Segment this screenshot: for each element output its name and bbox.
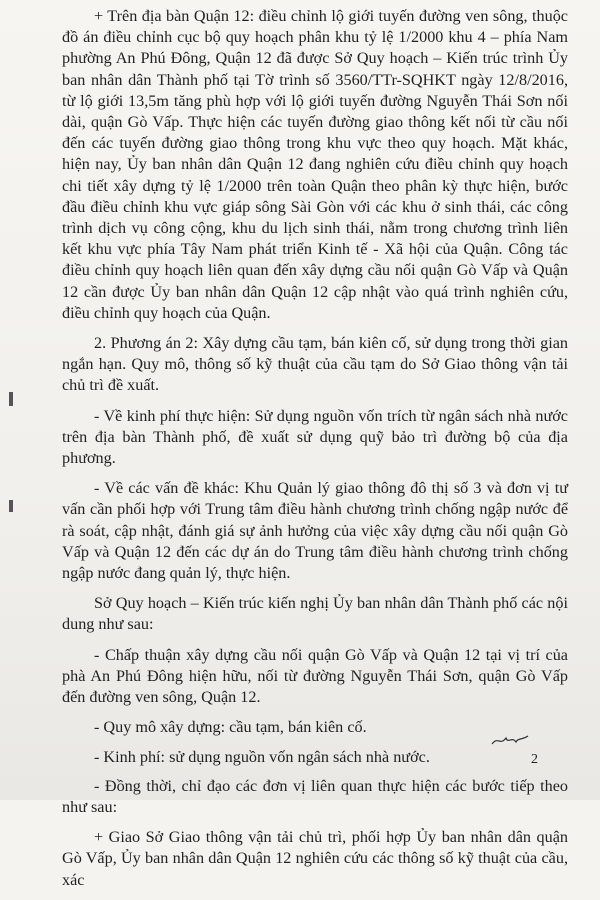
paragraph: + Giao Sở Giao thông vận tải chủ trì, phối hợp Ủy ban nhân dân quận Gò Vấp, Ủy ban nhân dân Quận 12 nghiên cứu các thông số kỹ thuật của cầu, xác xyxy=(62,828,568,889)
binding-mark xyxy=(9,500,13,512)
paragraph: 2. Phương án 2: Xây dựng cầu tạm, bán kiên cố, sử dụng trong thời gian ngắn hạn. Quy mô, thông số kỹ thuật của cầu tạm do Sở Giao thông vận tải chủ trì đề xuất. xyxy=(62,334,568,395)
paragraph: - Về các vấn đề khác: Khu Quản lý giao thông đô thị số 3 và đơn vị tư vấn cần phối hợp với Trung tâm điều hành chương trình chống ngập nước để rà soát, cập nhật, đánh giá sự ảnh hưởng của việc xây dựng cầu nối quận Gò Vấp và Quận 12 đến các dự án do Trung tâm điều hành chương trình chống ngập nước đang quản lý, thực hiện. xyxy=(62,479,568,583)
document-body xyxy=(62,6,568,900)
paragraph: - Về kinh phí thực hiện: Sử dụng nguồn vốn trích từ ngân sách nhà nước trên địa bàn Thành phố, đề xuất sử dụng quỹ bảo trì đường bộ của địa phương. xyxy=(62,406,568,468)
paragraph: + Trên địa bàn Quận 12: điều chỉnh lộ giới tuyến đường ven sông, thuộc đồ án điều chỉnh cục bộ quy hoạch phân khu tỷ lệ 1/2000 khu 4 – phía Nam phường An Phú Đông, Quận 12 đã được Sở Quy hoạch – Kiến trúc trình Ủy ban nhân dân Thành phố tại Tờ trình số 3560/TTr-SQHKT ngày 12/8/2016, từ lộ giới 13,5m tăng phù hợp với lộ giới tuyến đường Nguyễn Thái Sơn nối dài, quận Gò Vấp. Thực hiện các tuyến đường giao thông kết nối từ cầu nối đến các tuyến đường giao thông trong khu vực theo quy hoạch. Mặt khác, hiện nay, Ủy ban nhân dân Quận 12 đang nghiên cứu điều chỉnh quy hoạch chi tiết xây dựng tỷ lệ 1/2000 trên toàn Quận theo phân kỳ thực hiện, bước đầu điều chỉnh khu vực giáp sông Sài Gòn với các khu ở sinh thái, các công trình dịch vụ công cộng, khu du lịch sinh thái, nằm trong chương trình liên kết khu vực phía Tây Nam phát triển Kinh tế - Xã hội của Quận. Công tác điều chỉnh quy hoạch liên quan đến xây dựng cầu nối quận Gò Vấp và Quận 12 cần được Ủy ban nhân dân Quận 12 cập nhật vào quá trình nghiên cứu, điều chỉnh quy hoạch của Quận. xyxy=(62,7,568,322)
paragraph: - Kinh phí: sử dụng nguồn vốn ngân sách nhà nước. xyxy=(94,747,430,766)
paragraph: - Quy mô xây dựng: cầu tạm, bán kiên cố. xyxy=(94,718,367,737)
initials-signature xyxy=(490,730,530,750)
binding-mark xyxy=(9,392,13,406)
paragraph: - Đồng thời, chỉ đạo các đơn vị liên quan thực hiện các bước tiếp theo như sau: xyxy=(62,776,568,816)
paragraph: - Chấp thuận xây dựng cầu nối quận Gò Vấp và Quận 12 tại vị trí của phà An Phú Đông hiện hữu, nối từ đường Nguyễn Thái Sơn, quận Gò Vấp đến đường ven sông, Quận 12. xyxy=(62,645,568,707)
paragraph: Sở Quy hoạch – Kiến trúc kiến nghị Ủy ban nhân dân Thành phố các nội dung như sau: xyxy=(62,594,568,634)
page-number: 2 xyxy=(531,752,538,767)
